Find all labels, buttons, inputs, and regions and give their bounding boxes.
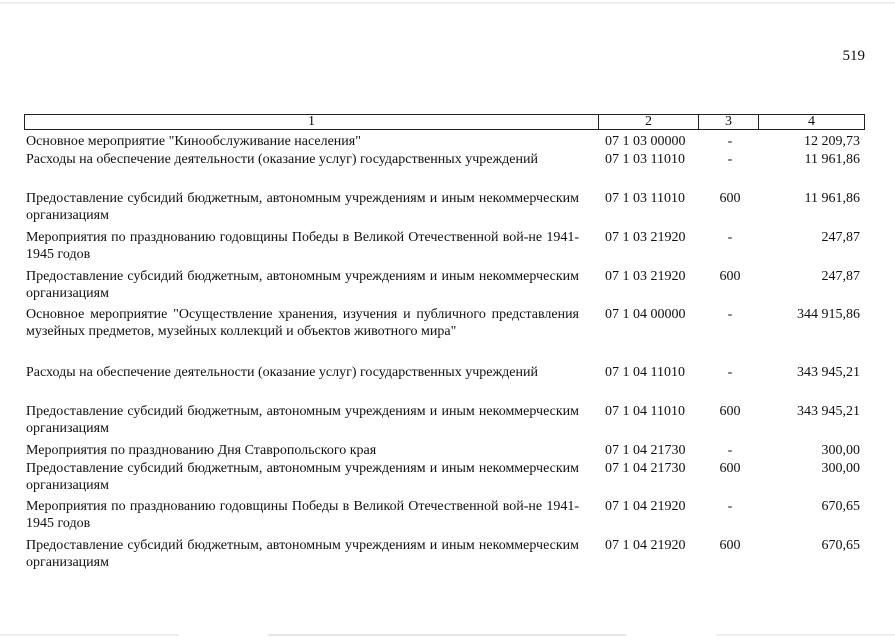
page-number: 519 — [842, 48, 865, 64]
row-code: 07 1 03 21920 — [605, 230, 686, 245]
row-code: 07 1 04 21730 — [605, 461, 686, 476]
row-amount: 11 961,86 — [804, 191, 860, 206]
row-expense-type: - — [727, 230, 733, 245]
row-expense-type: 600 — [719, 191, 741, 206]
row-expense-type: - — [727, 499, 733, 514]
row-code: 07 1 03 00000 — [605, 134, 686, 149]
header-col-1: 1 — [25, 115, 599, 129]
row-code: 07 1 04 21920 — [605, 538, 686, 553]
row-expense-type: 600 — [719, 461, 741, 476]
row-code: 07 1 03 21920 — [605, 269, 686, 284]
row-code: 07 1 04 11010 — [605, 365, 685, 380]
row-expense-type: - — [727, 307, 733, 322]
row-expense-type: 600 — [719, 269, 741, 284]
row-expense-type: 600 — [719, 404, 741, 419]
row-amount: 247,87 — [821, 269, 860, 284]
row-description: Расходы на обеспечение деятельности (оказание услуг) государственных учреждений — [26, 365, 538, 380]
row-description: Расходы на обеспечение деятельности (оказание услуг) государственных учреждений — [26, 152, 538, 167]
row-amount: 247,87 — [821, 230, 860, 245]
row-amount: 670,65 — [821, 499, 860, 514]
row-description: Предоставление субсидий бюджетным, автономным учреждениям и иным некоммерческим организациям — [26, 191, 579, 223]
row-amount: 300,00 — [821, 461, 860, 476]
row-code: 07 1 03 11010 — [605, 191, 685, 206]
row-expense-type: 600 — [719, 538, 741, 553]
row-description: Основное мероприятие "Кинообслуживание населения" — [26, 134, 361, 149]
row-description: Мероприятия по празднованию Дня Ставропольского края — [26, 443, 377, 458]
row-amount: 12 209,73 — [804, 134, 860, 149]
row-description: Основное мероприятие "Осуществление хранения, изучения и публичного представления музейных предметов, музейных коллекций и объектов животного мира" — [26, 307, 579, 339]
row-code: 07 1 04 21920 — [605, 499, 686, 514]
table-header — [24, 114, 865, 130]
row-expense-type: - — [727, 443, 733, 458]
row-description: Предоставление субсидий бюджетным, автономным учреждениям и иным некоммерческим организациям — [26, 269, 579, 301]
row-description: Предоставление субсидий бюджетным, автономным учреждениям и иным некоммерческим организациям — [26, 461, 579, 493]
row-amount: 300,00 — [821, 443, 860, 458]
row-amount: 670,65 — [821, 538, 860, 553]
row-code: 07 1 04 21730 — [605, 443, 686, 458]
row-amount: 344 915,86 — [797, 307, 860, 322]
row-description: Мероприятия по празднованию годовщины Победы в Великой Отечественной вой-не 1941-1945 годов — [26, 230, 579, 262]
row-amount: 343 945,21 — [797, 365, 860, 380]
row-description: Мероприятия по празднованию годовщины Победы в Великой Отечественной вой-не 1941-1945 годов — [26, 499, 579, 531]
scan-edge-bottom — [0, 634, 895, 636]
row-code: 07 1 04 11010 — [605, 404, 685, 419]
row-description: Предоставление субсидий бюджетным, автономным учреждениям и иным некоммерческим организациям — [26, 538, 579, 570]
row-expense-type: - — [727, 134, 733, 149]
row-description: Предоставление субсидий бюджетным, автономным учреждениям и иным некоммерческим организациям — [26, 404, 579, 436]
header-col-2: 2 — [599, 115, 699, 129]
row-code: 07 1 04 00000 — [605, 307, 686, 322]
header-col-3: 3 — [699, 115, 759, 129]
row-code: 07 1 03 11010 — [605, 152, 685, 167]
row-amount: 343 945,21 — [797, 404, 860, 419]
row-amount: 11 961,86 — [804, 152, 860, 167]
scan-edge-top — [0, 2, 895, 4]
row-expense-type: - — [727, 365, 733, 380]
header-col-4: 4 — [808, 114, 815, 129]
row-expense-type: - — [727, 152, 733, 167]
